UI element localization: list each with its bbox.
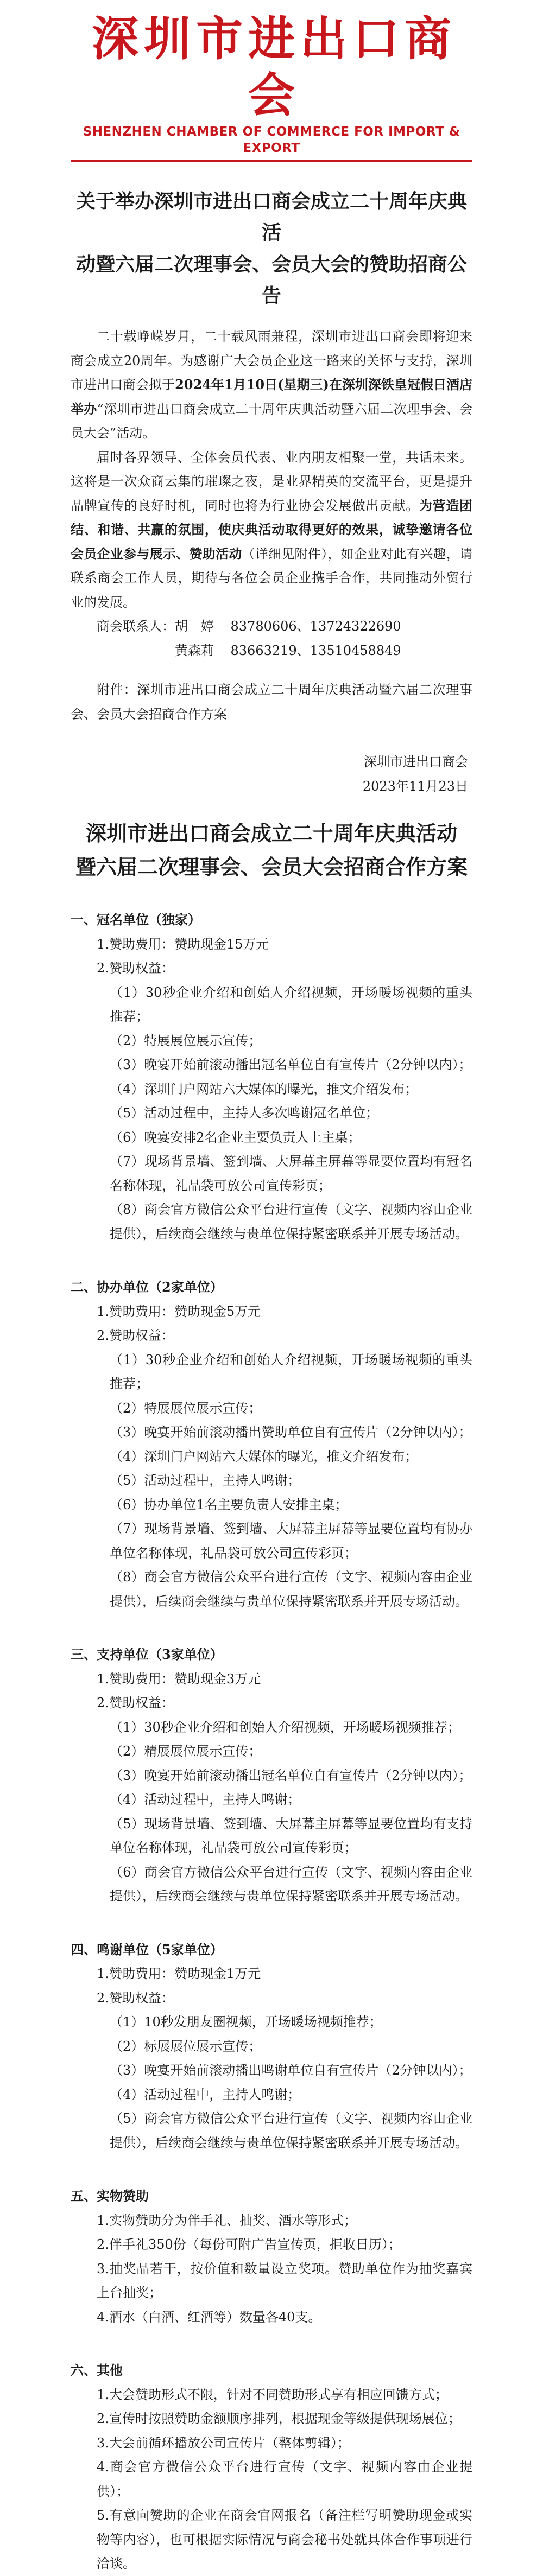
section-1-rights-label: 2.赞助权益：: [97, 961, 174, 976]
section-3-right-2: （2）精展展位展示宣传；: [110, 1744, 262, 1759]
section-4-right-5: （5）商会官方微信公众平台进行宣传（文字、视频内容由企业提供），后续商会继续与贵单位保持紧密联系并开展专场活动。: [110, 2111, 472, 2151]
in-kind-item-4: 4.酒水（白酒、红酒等）数量各40支。: [97, 2309, 321, 2325]
section-4-right-3: （3）晚宴开始前滚动播出鸣谢单位自有宣传片（2分钟以内）；: [110, 2063, 472, 2078]
notice-paragraph-2: [71, 446, 472, 615]
contact-label: 商会联系人：: [97, 619, 175, 634]
notice-p2-text-c: （详细见附件），如企业对此有兴趣，请联系商会工作人员，期待与各位会员企业携手合作，共同推动外贸行业的发展。: [71, 546, 473, 610]
section-2-rights-label: 2.赞助权益：: [97, 1328, 174, 1343]
section-1-right-7: （7）现场背景墙、签到墙、大屏幕主屏幕等显要位置均有冠名名称体现，礼品袋可放公司宣传彩页；: [110, 1154, 472, 1193]
section-head-in-kind: 五、实物赞助: [71, 2188, 149, 2204]
section-2-right-5: （5）活动过程中，主持人鸣谢；: [110, 1473, 301, 1488]
plan-title-line-1: 深圳市进出口商会成立二十周年庆典活动: [85, 821, 457, 845]
plan-title: [71, 817, 472, 884]
notice-title: [71, 186, 472, 311]
section-4-right-1: （1）10秒发朋友圈视频，开场暖场视频推荐；: [110, 2014, 382, 2030]
section-1-right-4: （4）深圳门户网站六大媒体的曝光，推文介绍发布；: [110, 1081, 418, 1097]
attachment-note: 附件：深圳市进出口商会成立二十周年庆典活动暨六届二次理事会、会员大会招商合作方案: [71, 682, 472, 722]
contact-phones-2: 83663219、13510458849: [230, 643, 401, 658]
plan-title-line-2: 暨六届二次理事会、会员大会招商合作方案: [75, 855, 468, 879]
section-3-right-4: （4）活动过程中，主持人鸣谢；: [110, 1792, 301, 1807]
section-4-right-2: （2）标展展位展示宣传；: [110, 2038, 262, 2054]
notice-title-line-2: 动暨六届二次理事会、会员大会的赞助招商公告: [75, 253, 467, 307]
section-head-co-organizer: 二、协办单位（2家单位）: [71, 1279, 223, 1295]
contact-row-2: [71, 639, 472, 663]
notice-title-line-1: 关于举办深圳市进出口商会成立二十周年庆典活: [75, 190, 467, 244]
notice-p1-text-a: 二十载峥嵘岁月，二十载风雨兼程，深圳市进出口商会即将迎来商会成立20周年。为感谢广大会员企业这一路来的关怀与支持，深圳市进出口商会拟于: [71, 329, 472, 392]
letterhead: [71, 0, 472, 162]
section-1-right-2: （2）特展展位展示宣传；: [110, 1033, 262, 1048]
section-2-fee: 1.赞助费用：赞助现金5万元: [97, 1303, 261, 1319]
section-3-right-1: （1）30秒企业介绍和创始人介绍视频，开场暖场视频推荐；: [110, 1719, 460, 1735]
contact-row-1: [71, 614, 472, 639]
other-item-5: 5.有意向赞助的企业在商会官网报名（备注栏写明赞助现金或实物等内容），也可根据实际情况与商会秘书处就具体合作事项进行洽谈。: [97, 2508, 472, 2571]
section-1-right-8: （8）商会官方微信公众平台进行宣传（文字、视频内容由企业提供），后续商会继续与贵单位保持紧密联系并开展专场活动。: [110, 1202, 472, 1242]
section-2-right-4: （4）深圳门户网站六大媒体的曝光，推文介绍发布；: [110, 1448, 418, 1464]
section-1-right-5: （5）活动过程中，主持人多次鸣谢冠名单位；: [110, 1105, 379, 1121]
notice-p2-invitation: 为营造团结、和谐、共赢的氛围，使庆典活动取得更好的效果，诚挚邀请各位会员企业参与展示、赞助活动: [71, 497, 473, 562]
section-1-right-3: （3）晚宴开始前滚动播出冠名单位自有宣传片（2分钟以内）；: [110, 1057, 472, 1072]
section-4-right-4: （4）活动过程中，主持人鸣谢；: [110, 2087, 301, 2102]
letterhead-org-name-en: SHENZHEN CHAMBER OF COMMERCE FOR IMPORT & EXPORT: [83, 125, 460, 155]
letterhead-divider: [71, 160, 472, 162]
other-item-3: 3.大会前循环播放公司宣传片（整体剪辑）；: [97, 2435, 350, 2451]
section-2-right-2: （2）特展展位展示宣传；: [110, 1400, 262, 1416]
contact-name-2: 黄森莉: [175, 643, 214, 658]
section-3-right-5: （5）现场背景墙、签到墙、大屏幕主屏幕等显要位置均有支持单位名称体现，礼品袋可放公司宣传彩页；: [110, 1816, 472, 1855]
section-2-right-6: （6）协办单位1名主要负责人安排主桌；: [110, 1497, 348, 1512]
section-4-fee: 1.赞助费用：赞助现金1万元: [97, 1966, 261, 1981]
section-1-right-6: （6）晚宴安排2名企业主要负责人上主桌；: [110, 1129, 361, 1145]
other-item-1: 1.大会赞助形式不限，针对不同赞助形式享有相应回馈方式；: [97, 2387, 448, 2402]
in-kind-item-3: 3.抽奖品若干，按价值和数量设立奖项。赞助单位作为抽奖嘉宾上台抽奖；: [97, 2261, 472, 2300]
signature-date: 2023年11月23日: [362, 778, 468, 794]
section-head-supporter: 三、支持单位（3家单位）: [71, 1646, 223, 1662]
in-kind-item-1: 1.实物赞助分为伴手礼、抽奖、酒水等形式；: [97, 2212, 357, 2228]
section-2-right-8: （8）商会官方微信公众平台进行宣传（文字、视频内容由企业提供），后续商会继续与贵单位保持紧密联系并开展专场活动。: [110, 1569, 472, 1609]
section-2-right-1: （1）30秒企业介绍和创始人介绍视频，开场暖场视频的重头推荐；: [110, 1352, 472, 1391]
contact-phones-1: 83780606、13724322690: [230, 619, 401, 634]
section-2-right-7: （7）现场背景墙、签到墙、大屏幕主屏幕等显要位置均有协办单位名称体现，礼品袋可放公司宣传彩页；: [110, 1521, 472, 1561]
section-3-right-6: （6）商会官方微信公众平台进行宣传（文字、视频内容由企业提供），后续商会继续与贵单位保持紧密联系并开展专场活动。: [110, 1864, 472, 1904]
section-1-fee: 1.赞助费用：赞助现金15万元: [97, 936, 269, 952]
signature-org: 深圳市进出口商会: [364, 754, 468, 769]
other-item-4: 4.商会官方微信公众平台进行宣传（文字、视频内容由企业提供）；: [97, 2459, 472, 2499]
other-item-2: 2.宣传时按照赞助金额顺序排列，根据现金等级提供现场展位；: [97, 2411, 461, 2426]
notice-p2-text-a: 届时各界领导、全体会员代表、业内朋友相聚一堂，共话未来。这将是一次众商云集的璀璨之夜，是业界精英的交流平台，更是提升品牌宣传的良好时机，同时也将为行业协会发展做出贡献。: [71, 449, 472, 513]
notice-p1-event-date: 2024年1月10日(星期三)在深圳深铁皇冠假日酒店举办: [71, 377, 472, 417]
section-1-right-1: （1）30秒企业介绍和创始人介绍视频，开场暖场视频的重头推荐；: [110, 984, 472, 1024]
section-head-title-sponsor: 一、冠名单位（独家）: [71, 912, 201, 927]
section-head-acknowledged: 四、鸣谢单位（5家单位）: [71, 1941, 223, 1957]
notice-p1-text-c: “深圳市进出口商会成立二十周年庆典活动暨六届二次理事会、会员大会”活动。: [71, 401, 472, 441]
in-kind-item-2: 2.伴手礼350份（每份可附广告宣传页，拒收日历）；: [97, 2237, 401, 2252]
section-2-right-3: （3）晚宴开始前滚动播出赞助单位自有宣传片（2分钟以内）；: [110, 1424, 472, 1440]
section-3-rights-label: 2.赞助权益：: [97, 1695, 174, 1710]
section-3-right-3: （3）晚宴开始前滚动播出冠名单位自有宣传片（2分钟以内）；: [110, 1767, 472, 1783]
letterhead-org-name-cn: 深圳市进出口商会: [92, 12, 457, 123]
section-3-fee: 1.赞助费用：赞助现金3万元: [97, 1671, 261, 1687]
notice-paragraph-1: [71, 325, 472, 446]
section-4-rights-label: 2.赞助权益：: [97, 1990, 174, 2006]
section-head-other: 六、其他: [71, 2362, 123, 2378]
contact-name-1: 胡 婷: [175, 619, 214, 634]
